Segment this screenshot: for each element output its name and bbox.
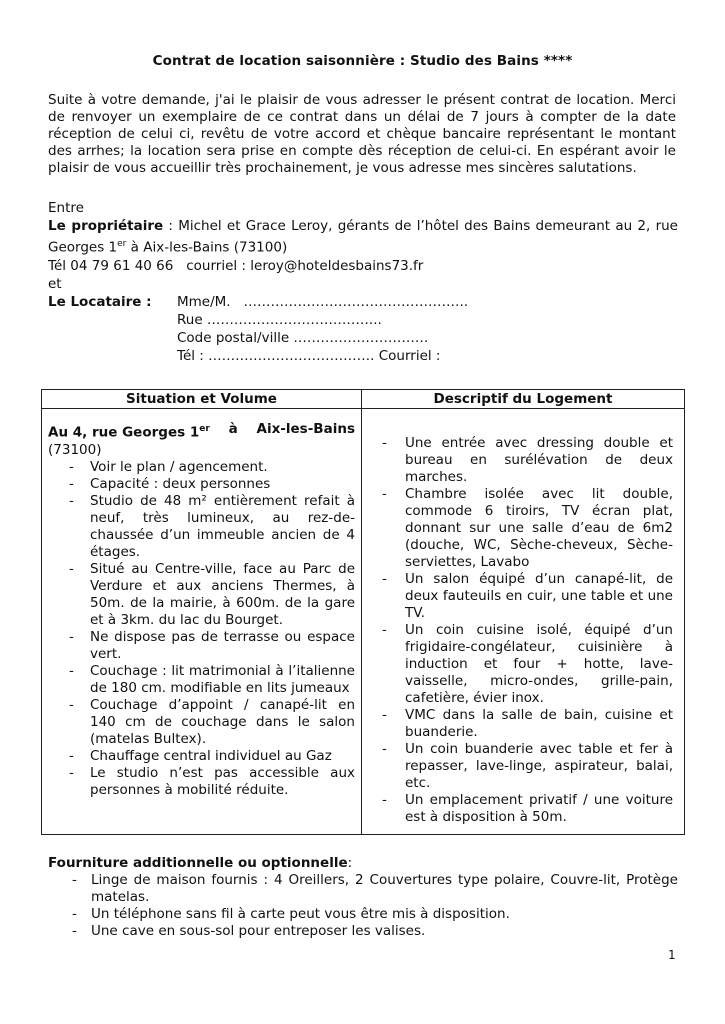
list-item: - Capacité : deux personnes <box>48 476 355 493</box>
tenant-row-postal <box>48 329 678 347</box>
list-item: - Un téléphone sans fil à carte peut vous être mis à disposition. <box>48 906 678 923</box>
owner-label: Le propriétaire <box>48 218 164 234</box>
owner-city: à Aix-les-Bains (73100) <box>126 239 288 256</box>
list-item: - Une cave en sous-sol pour entreposer les valises. <box>48 923 678 940</box>
list-item: - Linge de maison fournis : 4 Oreillers, 2 Couvertures type polaire, Couvre-lit, Protège matelas. <box>48 872 678 906</box>
intro-paragraph: Suite à votre demande, j'ai le plaisir de vous adresser le présent contrat de location. Merci de renvoyer un exemplaire de ce contrat dans un délai de 7 jours à compter de la date réception de celui ci, revêtu de votre accord et chèque bancaire représentant le montant des arrhes; la location sera prise en compte dès réception de celui-ci. En espérant avoir le plaisir de vous accueillir très prochainement, je vous adresse mes sincères salutations. <box>48 92 676 176</box>
list-item: - Un coin cuisine isolé, équipé d’un frigidaire-congélateur, cuisinière à induction et four + hotte, lave-vaisselle, micro-ondes, grille-pain, cafetière, évier inox. <box>362 622 678 707</box>
list-item: - Une entrée avec dressing double et bureau en surélévation de deux marches. <box>362 435 678 486</box>
list-item: - Un salon équipé d’un canapé-lit, de deux fauteuils en cuir, une table et une TV. <box>362 571 678 622</box>
list-item: - Un emplacement privatif / une voiture est à disposition à 50m. <box>362 792 678 826</box>
supply-heading: Fourniture additionnelle ou optionnelle <box>48 855 348 871</box>
supply-section <box>48 855 678 940</box>
list-item: - Chambre isolée avec lit double, commode 6 tiroirs, TV écran plat, donnant sur une salle d’eau de 6m2 (douche, WC, Sèche-cheveux, Sèche-serviettes, Lavabo <box>362 486 678 571</box>
list-item: - Le studio n’est pas accessible aux personnes à mobilité réduite. <box>48 765 355 799</box>
page-number: 1 <box>668 948 676 962</box>
list-item: - Voir le plan / agencement. <box>48 459 355 476</box>
document-title: Contrat de location saisonnière : Studio des Bains **** <box>152 53 573 69</box>
owner-superscript: er <box>117 239 127 249</box>
tenant-row-street <box>48 311 678 329</box>
owner-text: : Michel et Grace Leroy, gérants de l’hôtel des Bains demeurant au 2, rue Georges 1 <box>48 218 678 256</box>
tenant-postal-field: Code postal/ville ………………………… <box>177 329 429 346</box>
tenant-street-field: Rue ………………………………... <box>177 311 382 328</box>
list-item: - Un coin buanderie avec table et fer à repasser, lave-linge, aspirateur, balai, etc. <box>362 741 678 792</box>
entre-label: Entre <box>48 200 84 216</box>
list-item: - Ne dispose pas de terrasse ou espace vert. <box>48 629 355 663</box>
header-descriptif: Descriptif du Logement <box>362 390 685 409</box>
et-label: et <box>48 275 62 292</box>
address-line <box>48 421 355 442</box>
tenant-row-name <box>48 293 678 311</box>
owner-paragraph <box>48 217 678 257</box>
list-item: - Couchage d’appoint / canapé-lit en 140 cm de couchage dans le salon (matelas Bultex). <box>48 697 355 748</box>
supply-heading-line <box>48 855 678 872</box>
list-item: - Chauffage central individuel au Gaz <box>48 748 355 765</box>
list-item: - Couchage : lit matrimonial à l’italienne de 180 cm. modifiable en lits jumeaux <box>48 663 355 697</box>
descriptif-list <box>362 435 678 826</box>
situation-cell <box>42 409 362 835</box>
supply-list <box>48 872 678 940</box>
parties-section <box>48 199 678 365</box>
address-a: à <box>228 421 238 437</box>
address-street: Au 4, rue Georges 1 <box>48 424 200 441</box>
address-superscript: er <box>199 424 210 434</box>
tenant-phone-field: Tél : ………………………………. Courriel : <box>177 347 441 364</box>
list-item: - VMC dans la salle de bain, cuisine et buanderie. <box>362 707 678 741</box>
tenant-name-field: Mme/M. ………………………………………….. <box>177 293 469 310</box>
supply-heading-colon: : <box>347 855 353 871</box>
list-item: - Studio de 48 m² entièrement refait à neuf, très lumineux, au rez-de-chaussée d’un immeuble ancien de 4 étages. <box>48 493 355 561</box>
tenant-row-phone <box>48 347 678 365</box>
owner-contact: Tél 04 79 61 40 66 courriel : leroy@hoteldesbains73.fr <box>48 257 424 274</box>
situation-list <box>48 459 355 799</box>
details-table <box>41 389 685 835</box>
tenant-label: Le Locataire : <box>48 293 152 310</box>
address-zip: (73100) <box>48 441 102 458</box>
descriptif-cell <box>362 409 685 835</box>
address-city: Aix-les-Bains <box>256 421 355 437</box>
list-item: - Situé au Centre-ville, face au Parc de Verdure et aux anciens Thermes, à 50m. de la mairie, à 600m. de la gare et à 3km. du lac du Bourget. <box>48 561 355 629</box>
header-situation: Situation et Volume <box>42 390 362 409</box>
